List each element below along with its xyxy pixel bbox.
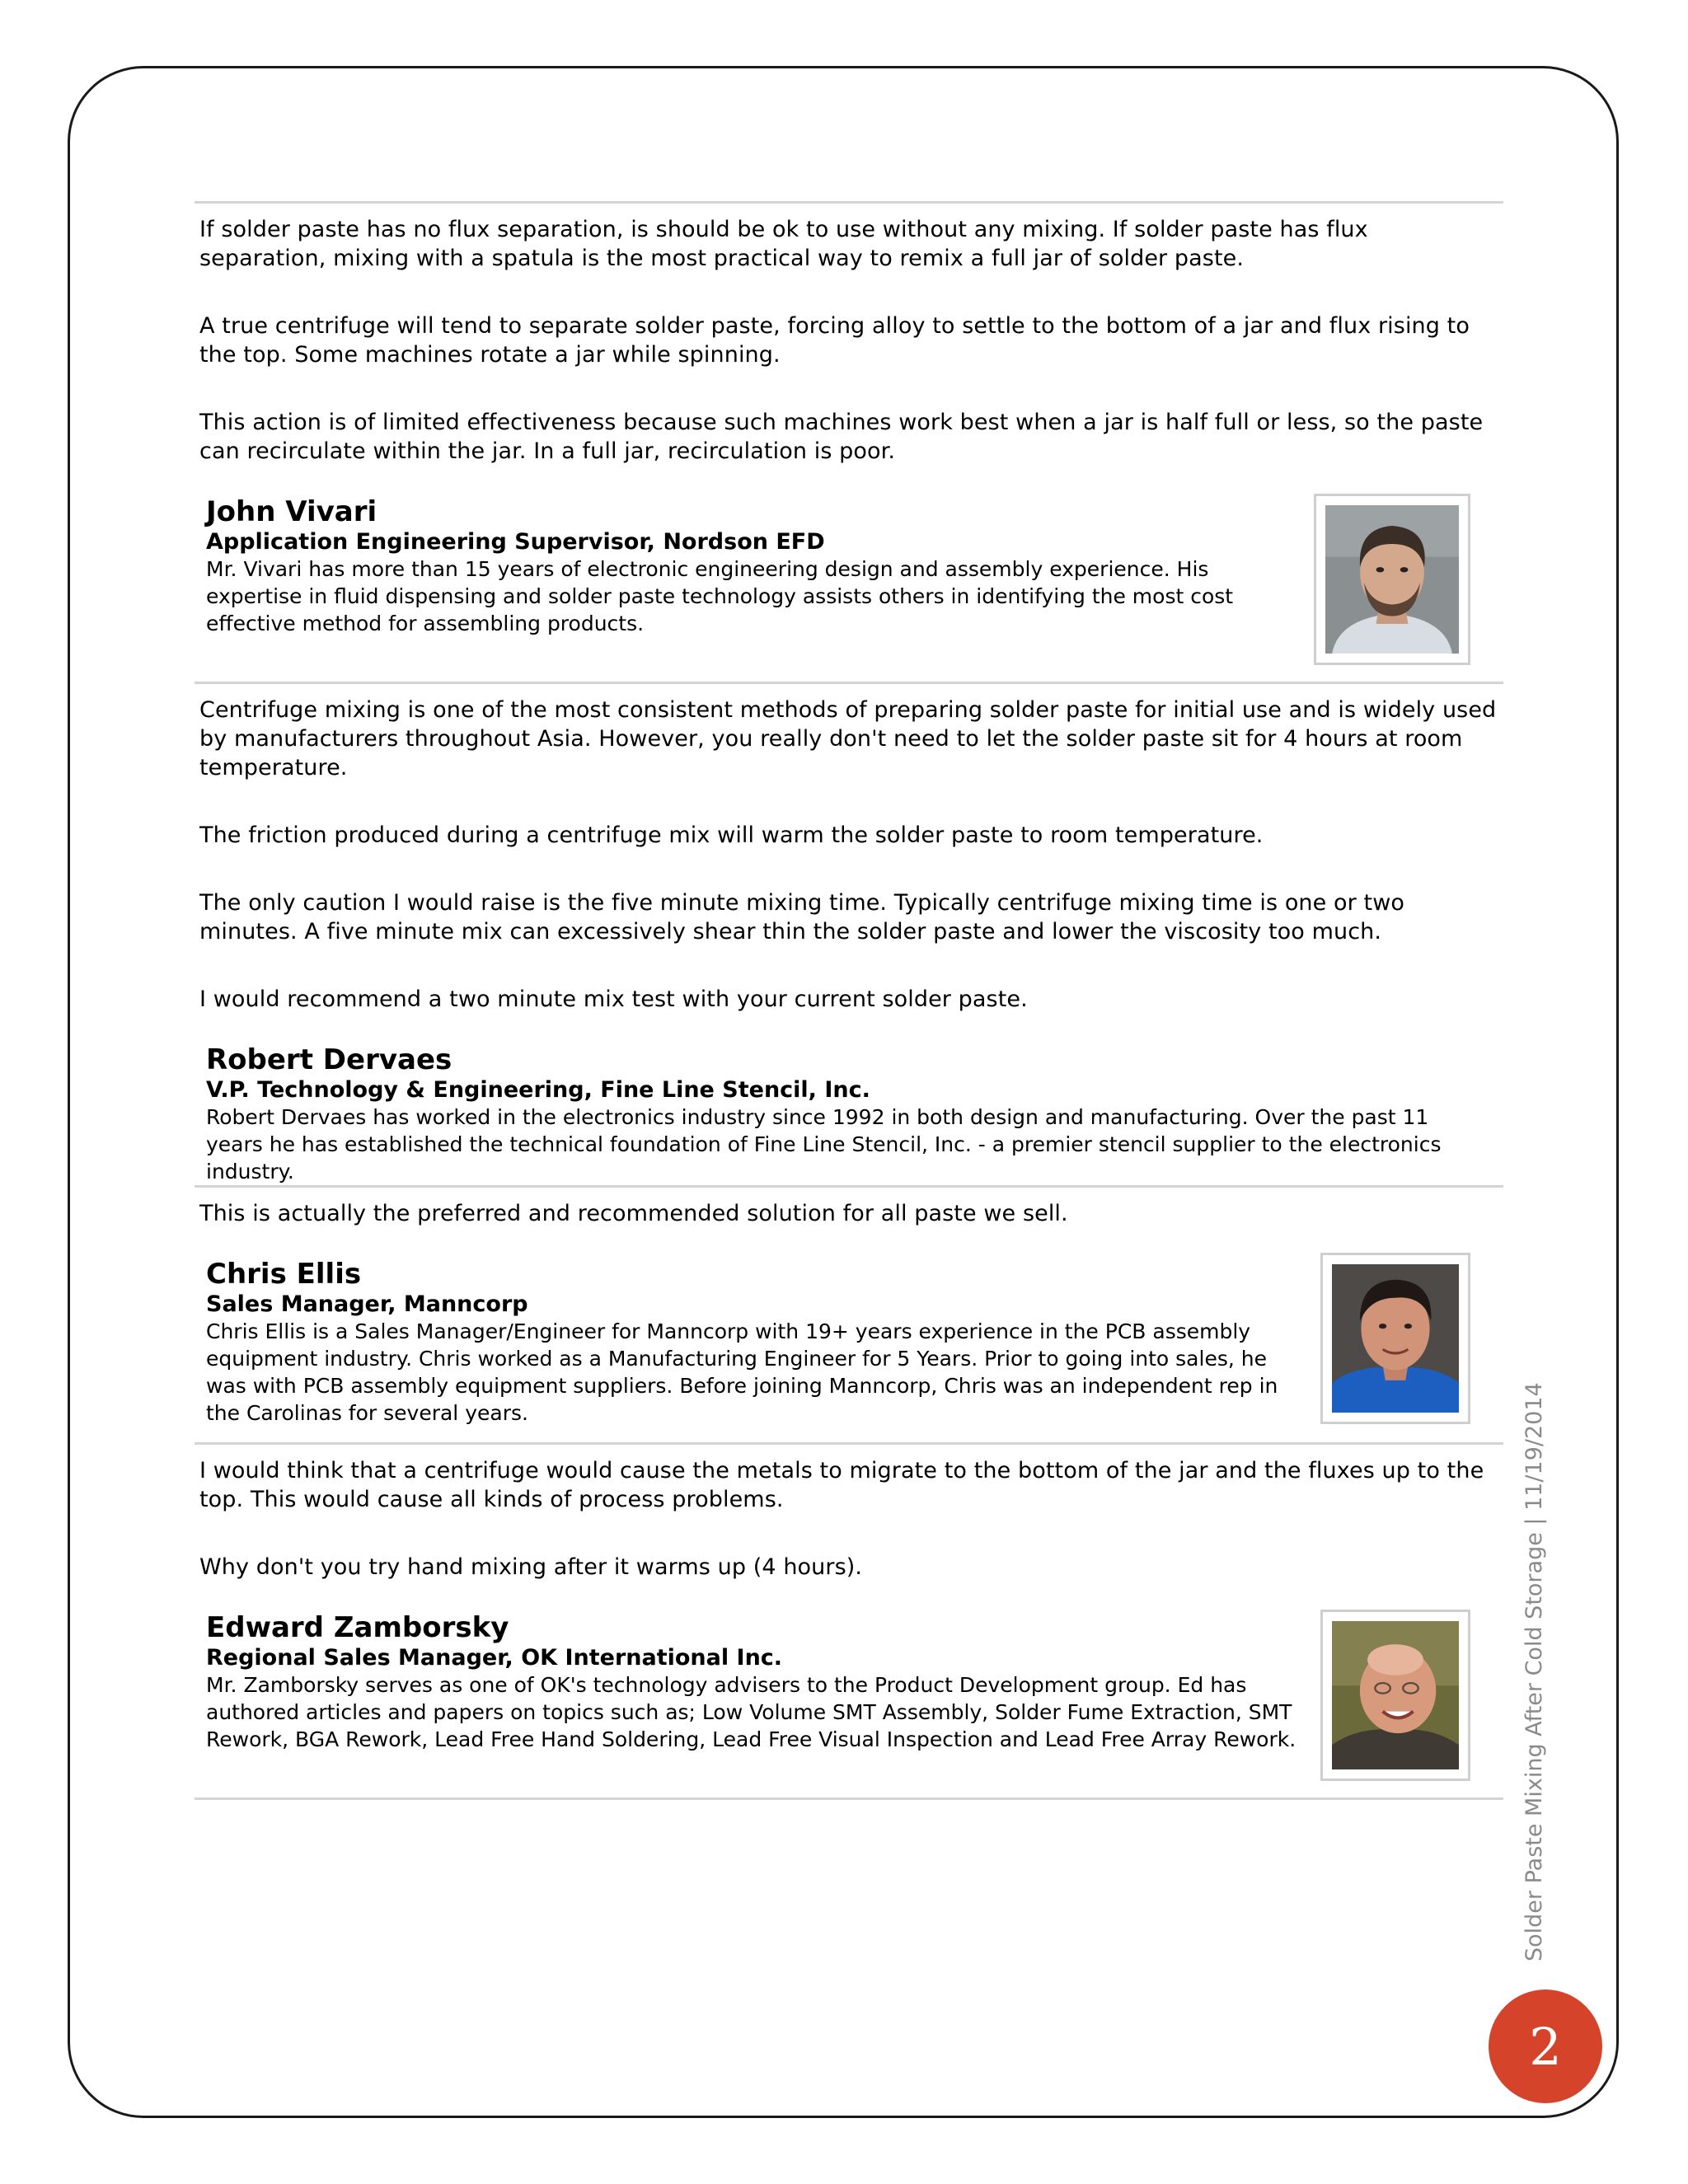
author-name: Edward Zamborsky [206, 1611, 509, 1644]
answer-paragraph: I would think that a centrifuge would cause the metals to migrate to the bottom of the jar and the fluxes up to the top. This would cause all kinds of process problems. [199, 1458, 1484, 1512]
answer-paragraph: The friction produced during a centrifuge mix will warm the solder paste to room temperature. [199, 823, 1264, 848]
answer-paragraph: This is actually the preferred and recommended solution for all paste we sell. [199, 1201, 1068, 1226]
side-caption: Solder Paste Mixing After Cold Storage | 11/19/2014 [1522, 1382, 1547, 1961]
answer-paragraph: A true centrifuge will tend to separate solder paste, forcing alloy to settle to the bottom of a jar and flux rising to the top. Some machines rotate a jar while spinning. [199, 313, 1470, 368]
document-body [195, 201, 1503, 1800]
author-name: Chris Ellis [206, 1258, 362, 1291]
author-photo-image [1332, 1264, 1459, 1413]
author-name: John Vivari [206, 495, 377, 528]
answer-paragraph: The only caution I would raise is the five minute mixing time. Typically centrifuge mixing time is one or two minutes. A five minute mix can excessively shear thin the solder paste and lower the viscosity too much. [199, 890, 1405, 944]
author-bio [199, 1611, 1497, 1797]
author-photo [1320, 1253, 1470, 1424]
answer-paragraph: This action is of limited effectiveness because such machines work best when a jar is half full or less, so the paste can recirculate within the jar. In a full jar, recirculation is poor. [199, 410, 1484, 464]
page-number-badge: 2 [1489, 1990, 1602, 2103]
author-title: V.P. Technology & Engineering, Fine Line Stencil, Inc. [206, 1077, 870, 1103]
author-title: Regional Sales Manager, OK International Inc. [206, 1645, 783, 1671]
answer-section [195, 1445, 1503, 1797]
section-divider [195, 1797, 1503, 1800]
answer-paragraph: If solder paste has no flux separation, is should be ok to use without any mixing. If solder paste has flux separation, mixing with a spatula is the most practical way to remix a full jar of solder paste. [199, 217, 1368, 271]
author-photo-image [1325, 505, 1459, 654]
author-photo [1314, 494, 1470, 665]
author-title: Sales Manager, Manncorp [206, 1291, 528, 1317]
answer-paragraph: I would recommend a two minute mix test with your current solder paste. [199, 987, 1028, 1012]
author-bio-text: Robert Dervaes has worked in the electronics industry since 1992 in both design and manufacturing. Over the past 11 years he has established the technical foundation of Fine Line Stencil, Inc. - a premier stencil supplier to the electronics industry. [206, 1105, 1442, 1183]
author-name: Robert Dervaes [206, 1043, 452, 1076]
author-bio [199, 1258, 1497, 1442]
author-bio-text: Chris Ellis is a Sales Manager/Engineer for Manncorp with 19+ years experience in the PCB assembly equipment industry. Chris worked as a Manufacturing Engineer for 5 Years. Prior to going into sales, he was with PCB assembly equipment suppliers. Before joining Manncorp, Chris was an independent rep in the Carolinas for several years. [206, 1319, 1278, 1425]
answer-section [195, 1188, 1503, 1442]
answer-paragraph: Why don't you try hand mixing after it warms up (4 hours). [199, 1554, 863, 1580]
author-bio [199, 495, 1497, 682]
author-photo-image [1332, 1621, 1459, 1769]
answer-section [195, 684, 1503, 1185]
author-bio-text: Mr. Vivari has more than 15 years of electronic engineering design and assembly experience. His expertise in fluid dispensing and solder paste technology assists others in identifying the most cost effective method for assembling products. [206, 557, 1234, 635]
author-title: Application Engineering Supervisor, Nordson EFD [206, 529, 825, 555]
author-bio-text: Mr. Zamborsky serves as one of OK's technology advisers to the Product Development group. Ed has authored articles and papers on topics such as; Low Volume SMT Assembly, Solder Fume Extraction, SMT Rework, BGA Rework, Lead Free Hand Soldering, Lead Free Visual Inspection and Lead Free Array Rework. [206, 1673, 1296, 1751]
author-bio [199, 1043, 1497, 1185]
answer-paragraph: Centrifuge mixing is one of the most consistent methods of preparing solder paste for initial use and is widely used by manufacturers throughout Asia. However, you really don't need to let the solder paste sit for 4 hours at room temperature. [199, 697, 1497, 780]
author-photo [1320, 1610, 1470, 1781]
answer-section [195, 204, 1503, 682]
